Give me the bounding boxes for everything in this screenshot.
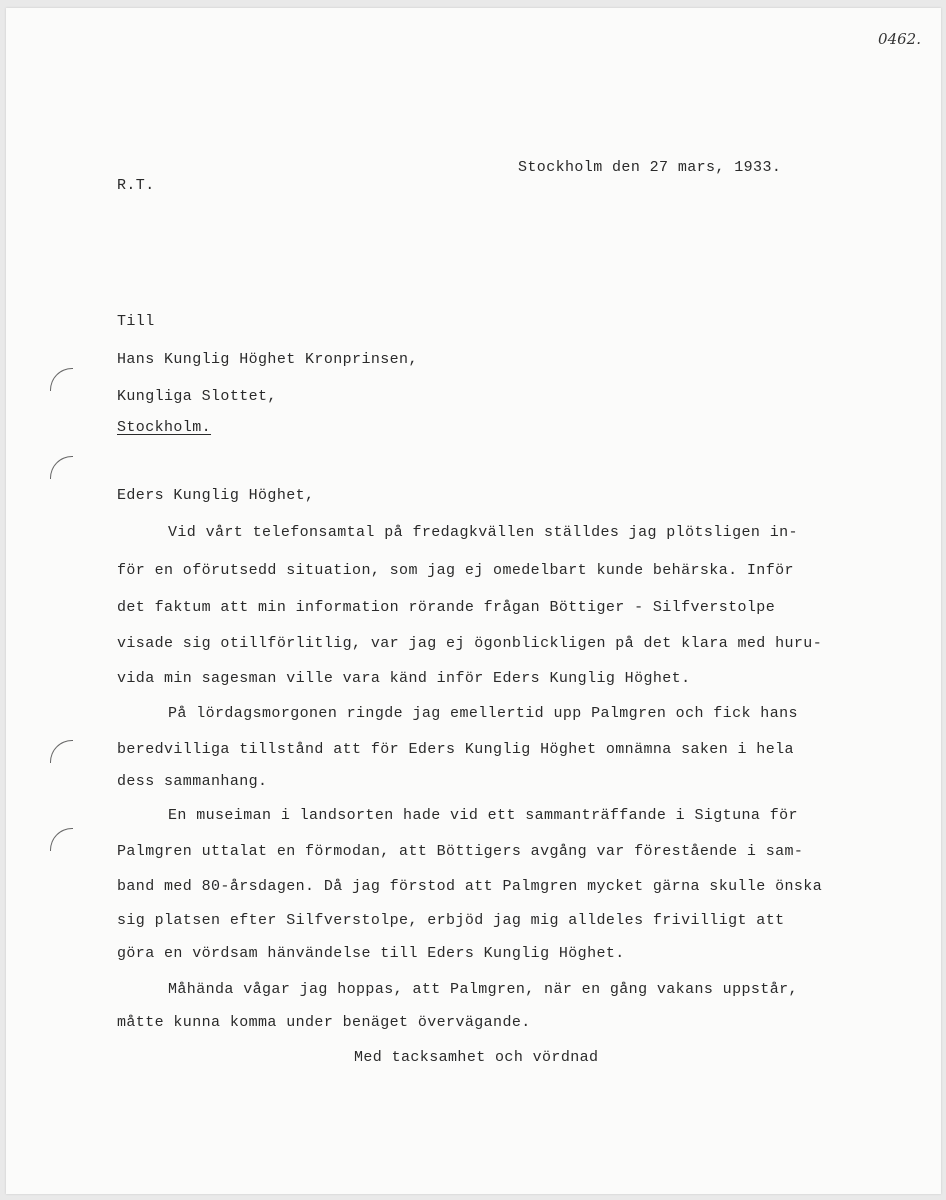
body-line: måtte kunna komma under benäget övervägande. [117,1014,531,1031]
punch-hole-mark [50,456,73,479]
reference-initials: R.T. [117,177,155,194]
body-line: det faktum att min information rörande frågan Böttiger - Silfverstolpe [117,599,776,616]
address-line-1: Till [117,313,155,330]
body-line: Vid vårt telefonsamtal på fredagkvällen ställdes jag plötsligen in- [168,524,798,541]
body-line: beredvilliga tillstånd att för Eders Kunglig Höghet omnämna saken i hela [117,741,794,758]
body-line: Palmgren uttalat en förmodan, att Böttigers avgång var förestående i sam- [117,843,804,860]
body-line: visade sig otillförlitlig, var jag ej ögonblickligen på det klara med huru- [117,635,823,652]
punch-hole-mark [50,740,73,763]
letter-page [6,8,941,1194]
body-line: göra en vördsam hänvändelse till Eders Kunglig Höghet. [117,945,625,962]
address-line-3: Kungliga Slottet, [117,388,277,405]
body-line: för en oförutsedd situation, som jag ej omedelbart kunde behärska. Inför [117,562,794,579]
address-line-2: Hans Kunglig Höghet Kronprinsen, [117,351,418,368]
body-line: band med 80-årsdagen. Då jag förstod att Palmgren mycket gärna skulle önska [117,878,823,895]
punch-hole-mark [50,368,73,391]
body-line: vida min sagesman ville vara känd inför Eders Kunglig Höghet. [117,670,691,687]
body-line: På lördagsmorgonen ringde jag emellertid upp Palmgren och fick hans [168,705,798,722]
place-date: Stockholm den 27 mars, 1933. [518,159,782,176]
closing: Med tacksamhet och vördnad [354,1049,599,1066]
archive-number: 0462. [878,30,921,48]
body-line: sig platsen efter Silfverstolpe, erbjöd jag mig alldeles frivilligt att [117,912,785,929]
body-line: dess sammanhang. [117,773,268,790]
body-line: En museiman i landsorten hade vid ett sammanträffande i Sigtuna för [168,807,798,824]
salutation: Eders Kunglig Höghet, [117,487,315,504]
punch-hole-mark [50,828,73,851]
body-line: Måhända vågar jag hoppas, att Palmgren, när en gång vakans uppstår, [168,981,798,998]
address-line-4: Stockholm. [117,419,212,436]
